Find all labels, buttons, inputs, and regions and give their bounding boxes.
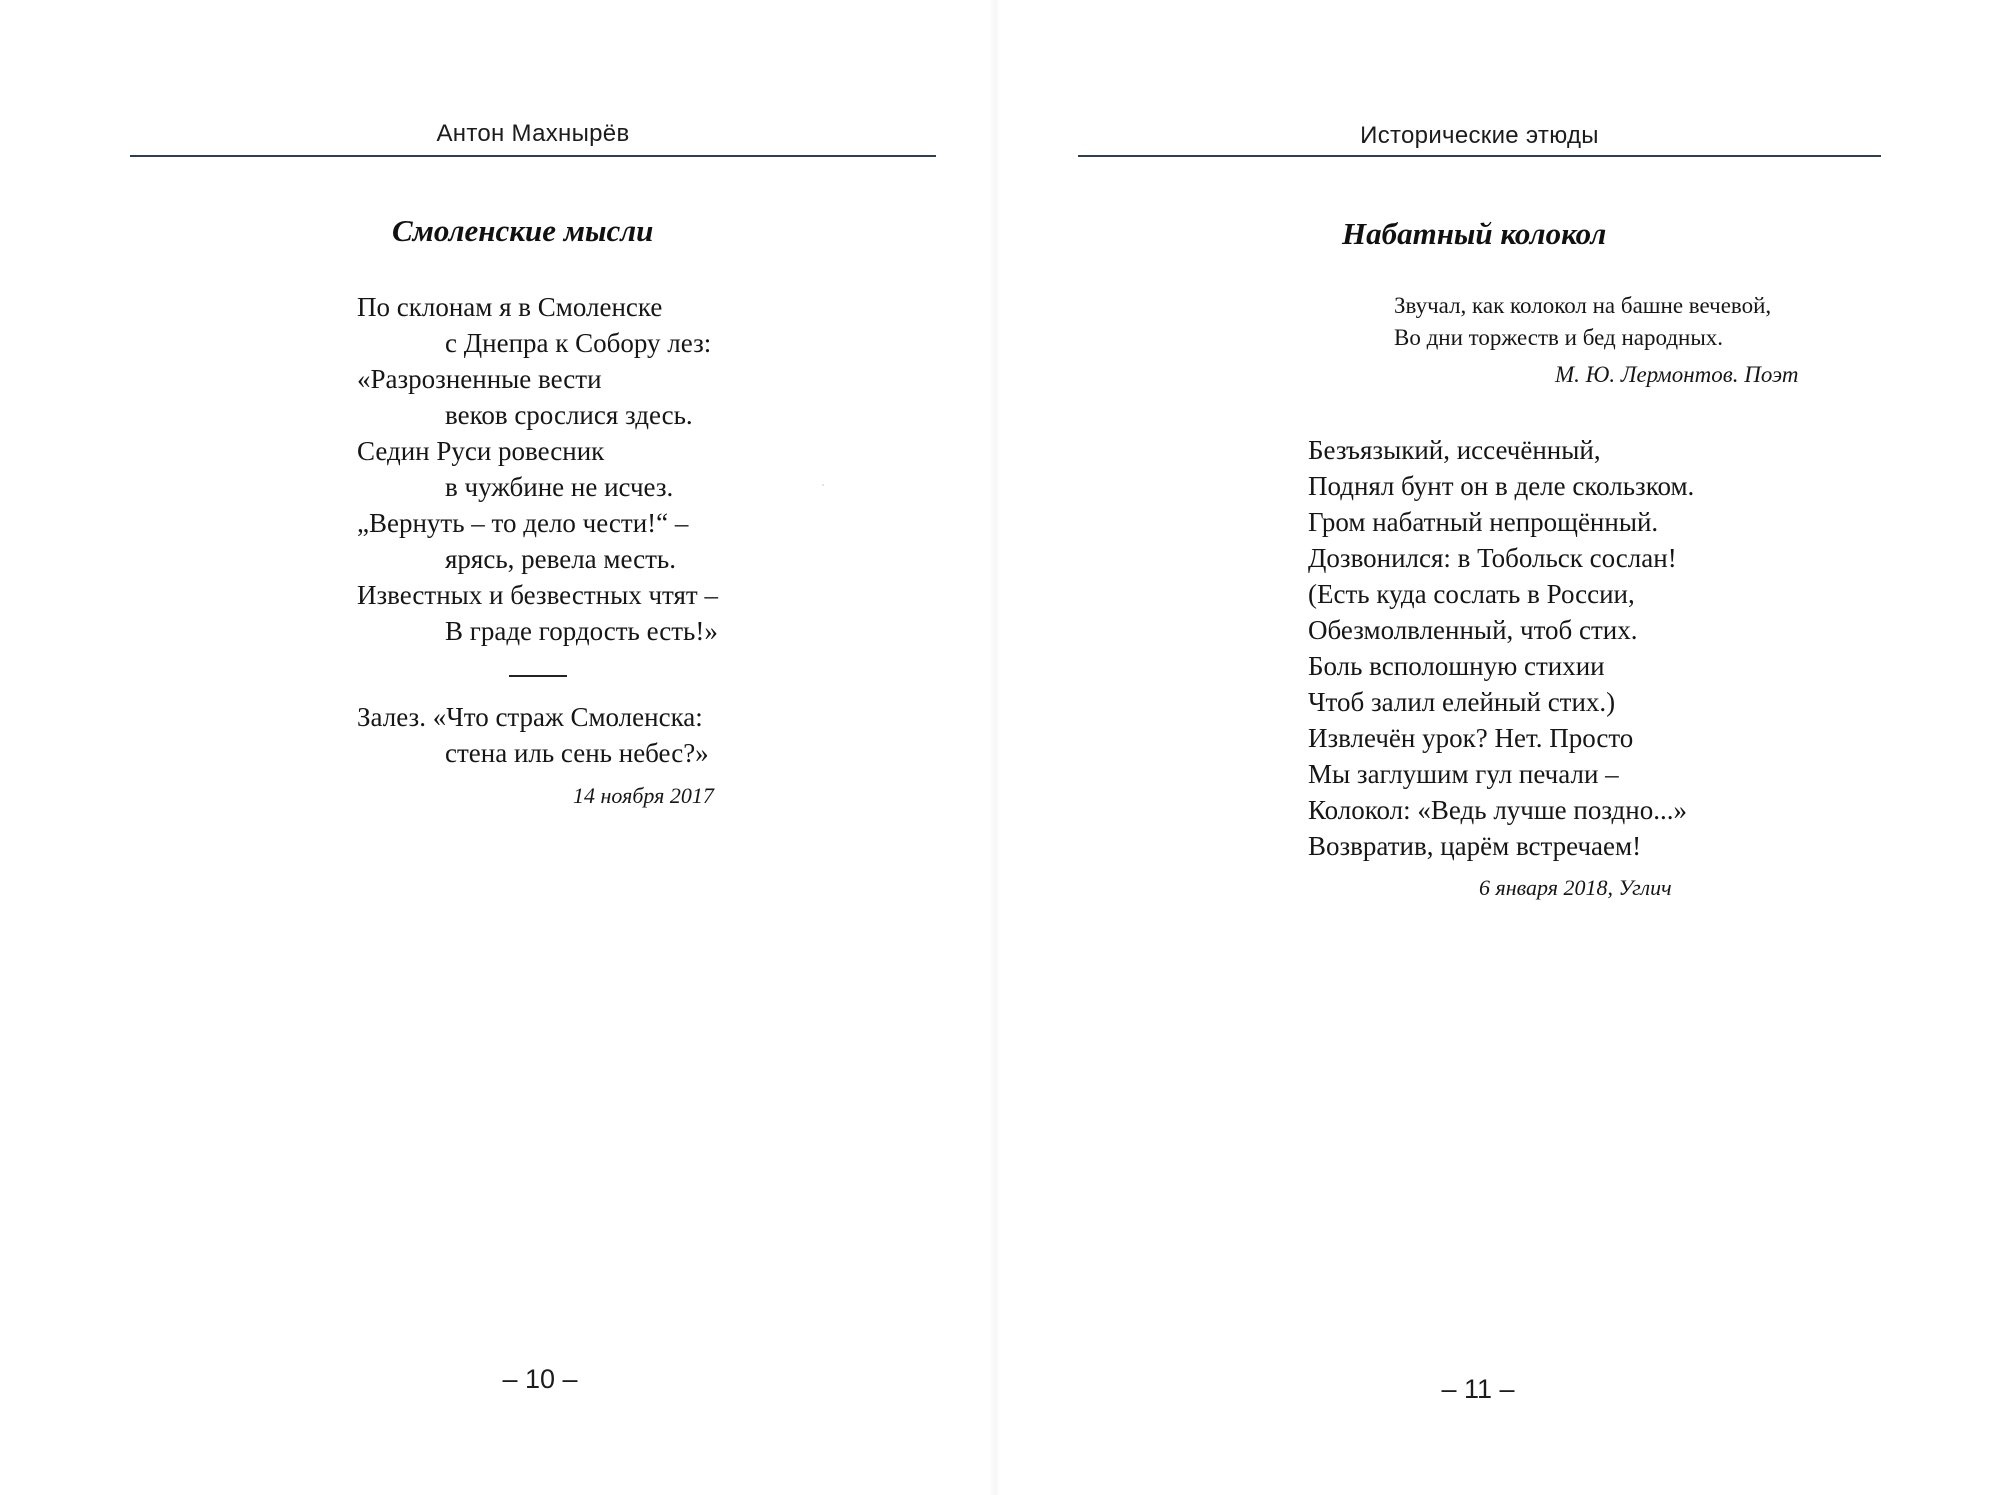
left-poem-date: 14 ноября 2017 xyxy=(573,783,714,808)
verse-line: Извлечён урок? Нет. Просто xyxy=(1308,723,1634,753)
left-poem-stanza-1 xyxy=(357,289,718,649)
verse-line: веков срослися здесь. xyxy=(445,400,693,430)
verse-line: «Разрозненные вести xyxy=(357,364,602,394)
right-header-rule xyxy=(1078,155,1881,157)
left-page-number: – 10 – xyxy=(502,1364,578,1394)
right-running-head: Исторические этюды xyxy=(1360,122,1599,149)
left-running-head: Антон Махнырёв xyxy=(436,120,630,147)
verse-line: Гром набатный непрощённый. xyxy=(1308,507,1659,537)
verse-line: По склонам я в Смоленске xyxy=(357,292,663,322)
right-poem-date: 6 января 2018, Углич xyxy=(1479,875,1672,900)
verse-line: Боль всполошную стихии xyxy=(1308,651,1605,681)
epigraph-line: Звучал, как колокол на башне вечевой, xyxy=(1394,293,1772,318)
left-page xyxy=(0,0,995,1495)
stanza-divider xyxy=(509,675,567,677)
verse-line: Мы заглушим гул печали – xyxy=(1308,759,1619,789)
right-poem-stanza xyxy=(1308,432,1694,864)
verse-line: (Есть куда сослать в России, xyxy=(1308,579,1635,609)
epigraph-attribution: М. Ю. Лермонтов. Поэт xyxy=(1555,362,1799,387)
verse-line: Колокол: «Ведь лучше поздно...» xyxy=(1308,795,1687,825)
verse-line: Известных и безвестных чтят – xyxy=(357,580,718,610)
right-poem-title: Набатный колокол xyxy=(1342,216,1607,251)
verse-line: „Вернуть – то дело чести!“ – xyxy=(357,508,689,538)
right-page xyxy=(995,0,2000,1495)
epigraph xyxy=(1394,290,1771,354)
verse-line: Обезмолвленный, чтоб стих. xyxy=(1308,615,1638,645)
left-poem-title: Смоленские мысли xyxy=(392,213,654,248)
verse-line: Залез. «Что страж Смоленска: xyxy=(357,702,703,732)
right-page-number: – 11 – xyxy=(1441,1374,1515,1404)
verse-line: Седин Руси ровесник xyxy=(357,436,605,466)
epigraph-line: Во дни торжеств и бед народных. xyxy=(1394,325,1724,350)
verse-line: Поднял бунт он в деле скользком. xyxy=(1308,471,1695,501)
verse-line: Возвратив, царём встречаем! xyxy=(1308,831,1642,861)
verse-line: Чтоб залил елейный стих.) xyxy=(1308,687,1616,717)
verse-line: в чужбине не исчез. xyxy=(445,472,674,502)
verse-line: В граде гордость есть!» xyxy=(445,616,718,646)
left-header-rule xyxy=(130,155,936,157)
left-poem-stanza-2 xyxy=(357,699,709,771)
verse-line: с Днепра к Собору лез: xyxy=(445,328,712,358)
verse-line: стена иль сень небес?» xyxy=(445,738,709,768)
verse-line: Дозвонился: в Тобольск сослан! xyxy=(1308,543,1677,573)
verse-line: Безъязыкий, иссечённый, xyxy=(1308,435,1601,465)
verse-line: ярясь, ревела месть. xyxy=(445,544,676,574)
